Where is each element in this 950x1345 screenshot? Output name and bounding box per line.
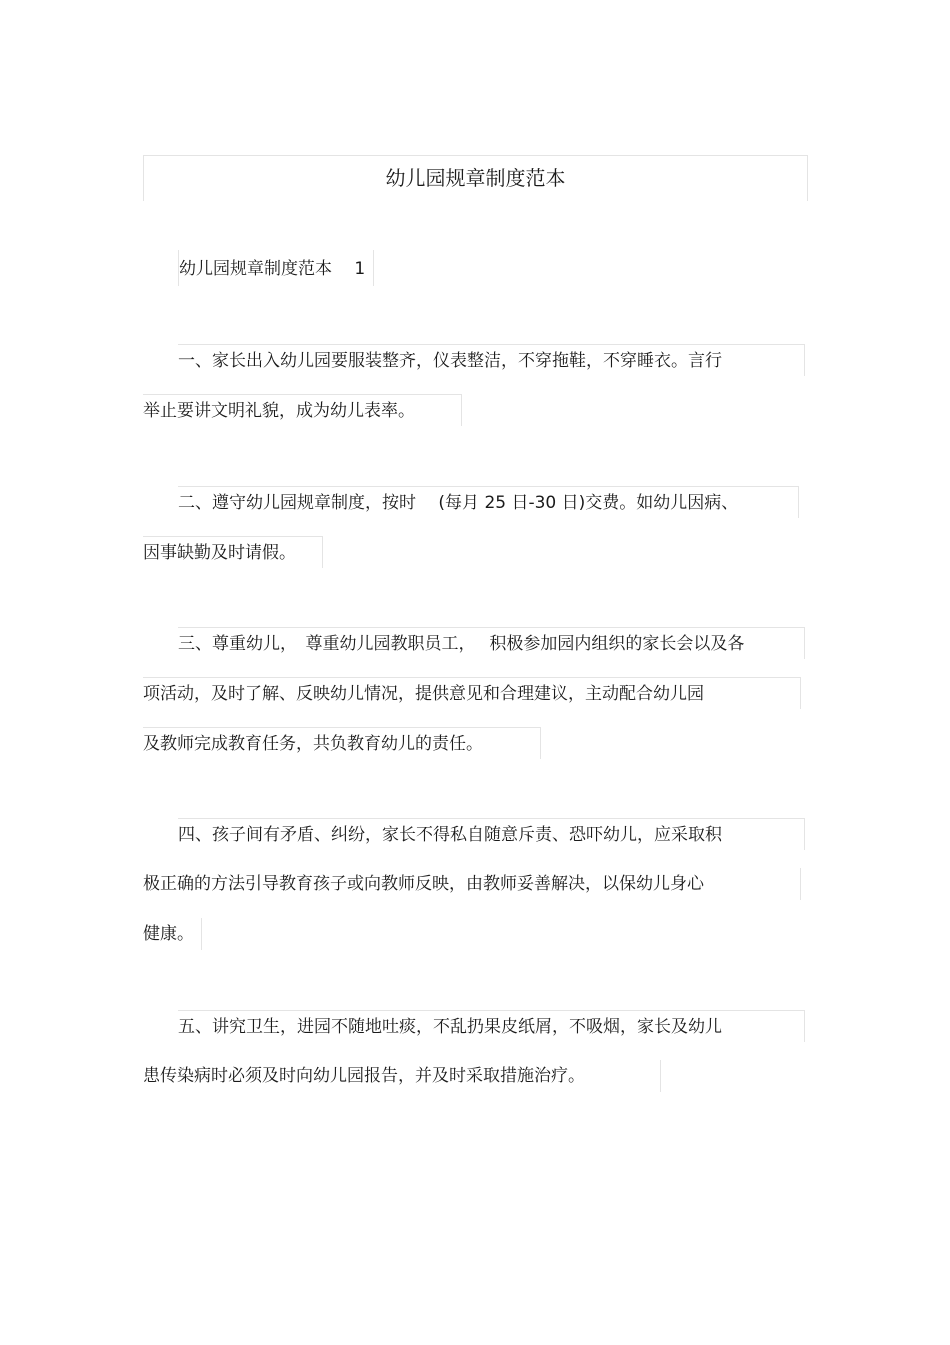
rule-4-line-3: 健康。: [143, 918, 202, 950]
document-title: 幼儿园规章制度范本: [143, 155, 808, 201]
rule-3-line-1: 三、尊重幼儿， 尊重幼儿园教职员工， 积极参加园内组织的家长会以及各: [178, 627, 805, 659]
rule-1-line-1: 一、家长出入幼儿园要服装整齐，仪表整洁，不穿拖鞋，不穿睡衣。言行: [178, 344, 805, 376]
rule-3-line-3: 及教师完成教育任务，共负教育幼儿的责任。: [143, 727, 541, 759]
rule-3-line-2: 项活动，及时了解、反映幼儿情况，提供意见和合理建议，主动配合幼儿园: [143, 677, 801, 709]
rule-1-line-2: 举止要讲文明礼貌，成为幼儿表率。: [143, 394, 462, 426]
rule-4-line-2: 极正确的方法引导教育孩子或向教师反映，由教师妥善解决，以保幼儿身心: [143, 868, 801, 900]
rule-2-line-1: 二、遵守幼儿园规章制度，按时 (每月 25 日-30 日)交费。如幼儿因病、: [178, 486, 799, 518]
rule-2-line-2: 因事缺勤及时请假。: [143, 536, 323, 568]
rule-5-line-1: 五、讲究卫生，进园不随地吐痰，不乱扔果皮纸屑，不吸烟，家长及幼儿: [178, 1010, 805, 1042]
document-subtitle: 幼儿园规章制度范本 1: [178, 250, 374, 286]
rule-4-line-1: 四、孩子间有矛盾、纠纷，家长不得私自随意斥责、恐吓幼儿，应采取积: [178, 818, 805, 850]
rule-5-line-2: 患传染病时必须及时向幼儿园报告，并及时采取措施治疗。: [143, 1060, 661, 1092]
